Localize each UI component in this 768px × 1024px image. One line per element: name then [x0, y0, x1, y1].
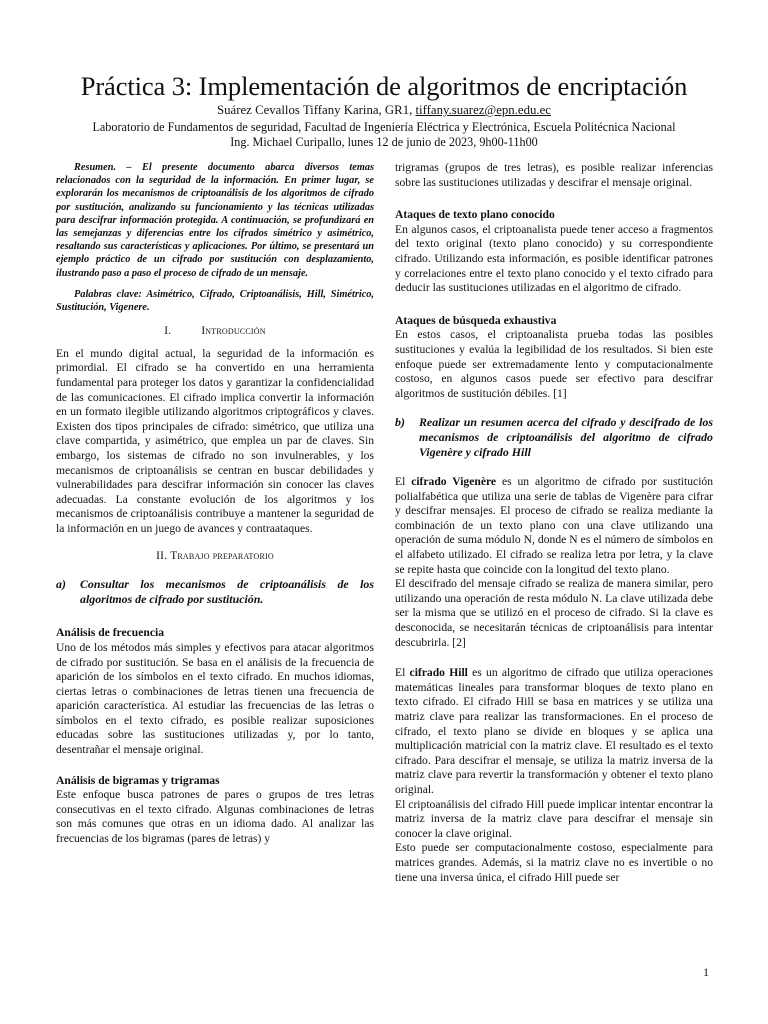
hill-paragraph: El cifrado Hill es un algoritmo de cifrado que utiliza operaciones matemáticas lineales para transformar bloques de texto plano en texto cifrado. El cifrado Hill se basa en matrices y se utiliza una matriz clave para realizar las transformaciones. En el proceso de cifrado, el texto plano se divide en bloques y se aplica una multiplicación matricial con la matriz clave. El resultado es el texto cifrado. Para descifrar el mensaje, se utiliza la matriz inversa de la matriz clave para revertir la transformación y obtener el texto plano original.	[395, 666, 713, 796]
subsection-label: a)	[56, 577, 66, 592]
vigenere-decrypt-paragraph: El descifrado del mensaje cifrado se realiza de manera similar, pero utilizando una operación de resta módulo N. La clave utilizada debe ser la misma que se utilizó en el proceso de cifrado. Si la clave es desconocida, se necesitarán técnicas de criptoanálisis para intentar descubrirla. [2]	[395, 577, 713, 649]
subsection-a-heading	[56, 577, 374, 606]
right-column	[395, 161, 713, 885]
author-line	[0, 103, 768, 117]
author-email-link[interactable]: tiffany.suarez@epn.edu.ec	[415, 103, 551, 117]
frequency-analysis-text: Uno de los métodos más simples y efectivos para atacar algoritmos de cifrado por sustitución. Se basa en el análisis de la frecuencia de aparición de los símbolos en el texto cifrado. En muchos idiomas, ciertas letras o combinaciones de letras tienen una frecuencia de aparición característica. Al estudiar las frecuencias de las letras o símbolos en el texto cifrado, es posible realizar suposiciones educadas sobre las sustituciones utilizadas y, por lo tanto, desentrañar el mensaje original.	[56, 640, 374, 757]
paper-title: Práctica 3: Implementación de algoritmos de encriptación	[80, 71, 688, 101]
abstract: Resumen. – El presente documento abarca diversos temas relacionados con la seguridad de la información. En primer lugar, se explorarán los mecanismos de criptoanálisis de los algoritmos de cifrado por sustitución, analizando su funcionamiento y las técnicas utilizadas para descifrar información protegida. A continuación, se profundizará en las semejanzas y diferencias entre los cifrados simétrico y asimétrico, resaltando sus características y aplicaciones. Por último, se presentará un ejemplo práctico de un cifrado por sustitución con desplazamiento, ilustrando paso a paso el proceso de cifrado de un mensaje.	[56, 162, 374, 279]
subsection-text: Realizar un resumen acerca del cifrado y descifrado de los mecanismos de criptoanálisis del algoritmo de cifrado Vigenère y cifrado Hill	[419, 415, 713, 459]
date-line: Ing. Michael Curipallo, lunes 12 de junio de 2023, 9h00-11h00	[230, 135, 538, 149]
vigenere-paragraph: El cifrado Vigenère es un algoritmo de cifrado por sustitución polialfabética que utiliza una serie de tablas de Vigenère para cifrar y descifrar mensajes. El proceso de cifrado se realiza mediante la combinación de un texto plano con una clave utilizando una operación de suma módulo N, donde N es el número de símbolos en el alfabeto utilizado. El cifrado se realiza letra por letra, y la clave se repite hasta que coincide con la longitud del texto plano.	[395, 475, 714, 576]
author-name: Suárez Cevallos Tiffany Karina, GR1,	[217, 103, 416, 117]
known-plaintext-heading: Ataques de texto plano conocido	[395, 208, 555, 222]
intro-paragraph: En el mundo digital actual, la seguridad de la información es primordial. El cifrado se ha convertido en una herramienta fundamental para proteger los datos y garantizar la confidencialidad de las comunicaciones. El cifrado implica convertir la información en un formato ilegible utilizando algoritmos criptográficos y claves. Existen dos tipos principales de cifrado: simétrico, que utiliza una clave compartida, y asimétrico, que emplea un par de claves. Sin embargo, los sistemas de cifrado no son invulnerables, y los mecanismos de criptoanálisis se centran en buscar debilidades y vulnerabilidades para descifrar información sin conocer las claves adecuadas. La constante evolución de los algoritmos y los mecanismos de criptoanálisis contribuye a mantener la seguridad de la información en un juego de avances y contraataques.	[56, 346, 374, 535]
brute-force-heading: Ataques de búsqueda exhaustiva	[395, 313, 557, 327]
bigram-analysis-text: Este enfoque busca patrones de pares o grupos de tres letras consecutivas en el texto cifrado. Algunas combinaciones de letras son más comunes que otras en un idioma dado. Al analizar las frecuencias de los bigramas (pares de letras) y	[56, 788, 374, 846]
hill-term: cifrado Hill	[409, 666, 468, 680]
bigram-analysis-heading: Análisis de bigramas y trigramas	[56, 773, 220, 787]
frequency-analysis-heading: Análisis de frecuencia	[56, 626, 164, 640]
subsection-text: Consultar los mecanismos de criptoanálisis de los algoritmos de cifrado por sustitución.	[80, 577, 374, 606]
section-number: I.	[164, 325, 172, 338]
subsection-label: b)	[395, 415, 405, 430]
affiliation-line: Laboratorio de Fundamentos de seguridad, Facultad de Ingeniería Eléctrica y Electrónica, Escuela Politécnica Nacional	[92, 120, 676, 134]
section-title: Trabajo preparatorio	[170, 549, 274, 562]
section-title: Introducción	[201, 325, 266, 338]
subsection-b-heading	[395, 415, 713, 459]
known-plaintext-text: En algunos casos, el criptoanalista puede tener acceso a fragmentos del texto original (texto plano conocido) y su correspondiente cifrado. Utilizando esta información, es posible identificar patrones y correlaciones entre el texto plano conocido y el texto cifrado para deducir las sustituciones utilizadas en el algoritmo de cifrado.	[395, 222, 713, 295]
hill-cost-paragraph: Esto puede ser computacionalmente costoso, especialmente para matrices grandes. Además, si la matriz clave no es invertible o no tiene una inversa única, el cifrado Hill puede ser	[395, 841, 713, 884]
section-number: II.	[156, 549, 168, 562]
section-heading-preparatory	[56, 549, 374, 564]
brute-force-text: En estos casos, el criptoanalista prueba todas las posibles sustituciones y evalúa la legibilidad de los resultados. Si bien este enfoque puede ser extremadamente lento y computacionalmente costoso, en algunos casos puede ser efectivo para descifrar algoritmos de sustitución débiles. [1]	[395, 328, 713, 400]
page-number: 1	[703, 965, 709, 979]
vigenere-term: cifrado Vigenère	[411, 475, 497, 489]
left-column	[56, 161, 374, 847]
keywords: Palabras clave: Asimétrico, Cifrado, Criptoanálisis, Hill, Simétrico, Sustitución, Vigenere.	[56, 288, 374, 314]
bigram-analysis-continued: trigramas (grupos de tres letras), es posible realizar inferencias sobre las sustituciones utilizadas y descifrar el mensaje original.	[395, 161, 713, 189]
section-heading-introduction	[56, 324, 374, 339]
hill-cryptanalysis-paragraph: El criptoanálisis del cifrado Hill puede implicar intentar encontrar la matriz inversa de la matriz clave para descifrar el mensaje sin conocer la clave original.	[395, 797, 713, 840]
